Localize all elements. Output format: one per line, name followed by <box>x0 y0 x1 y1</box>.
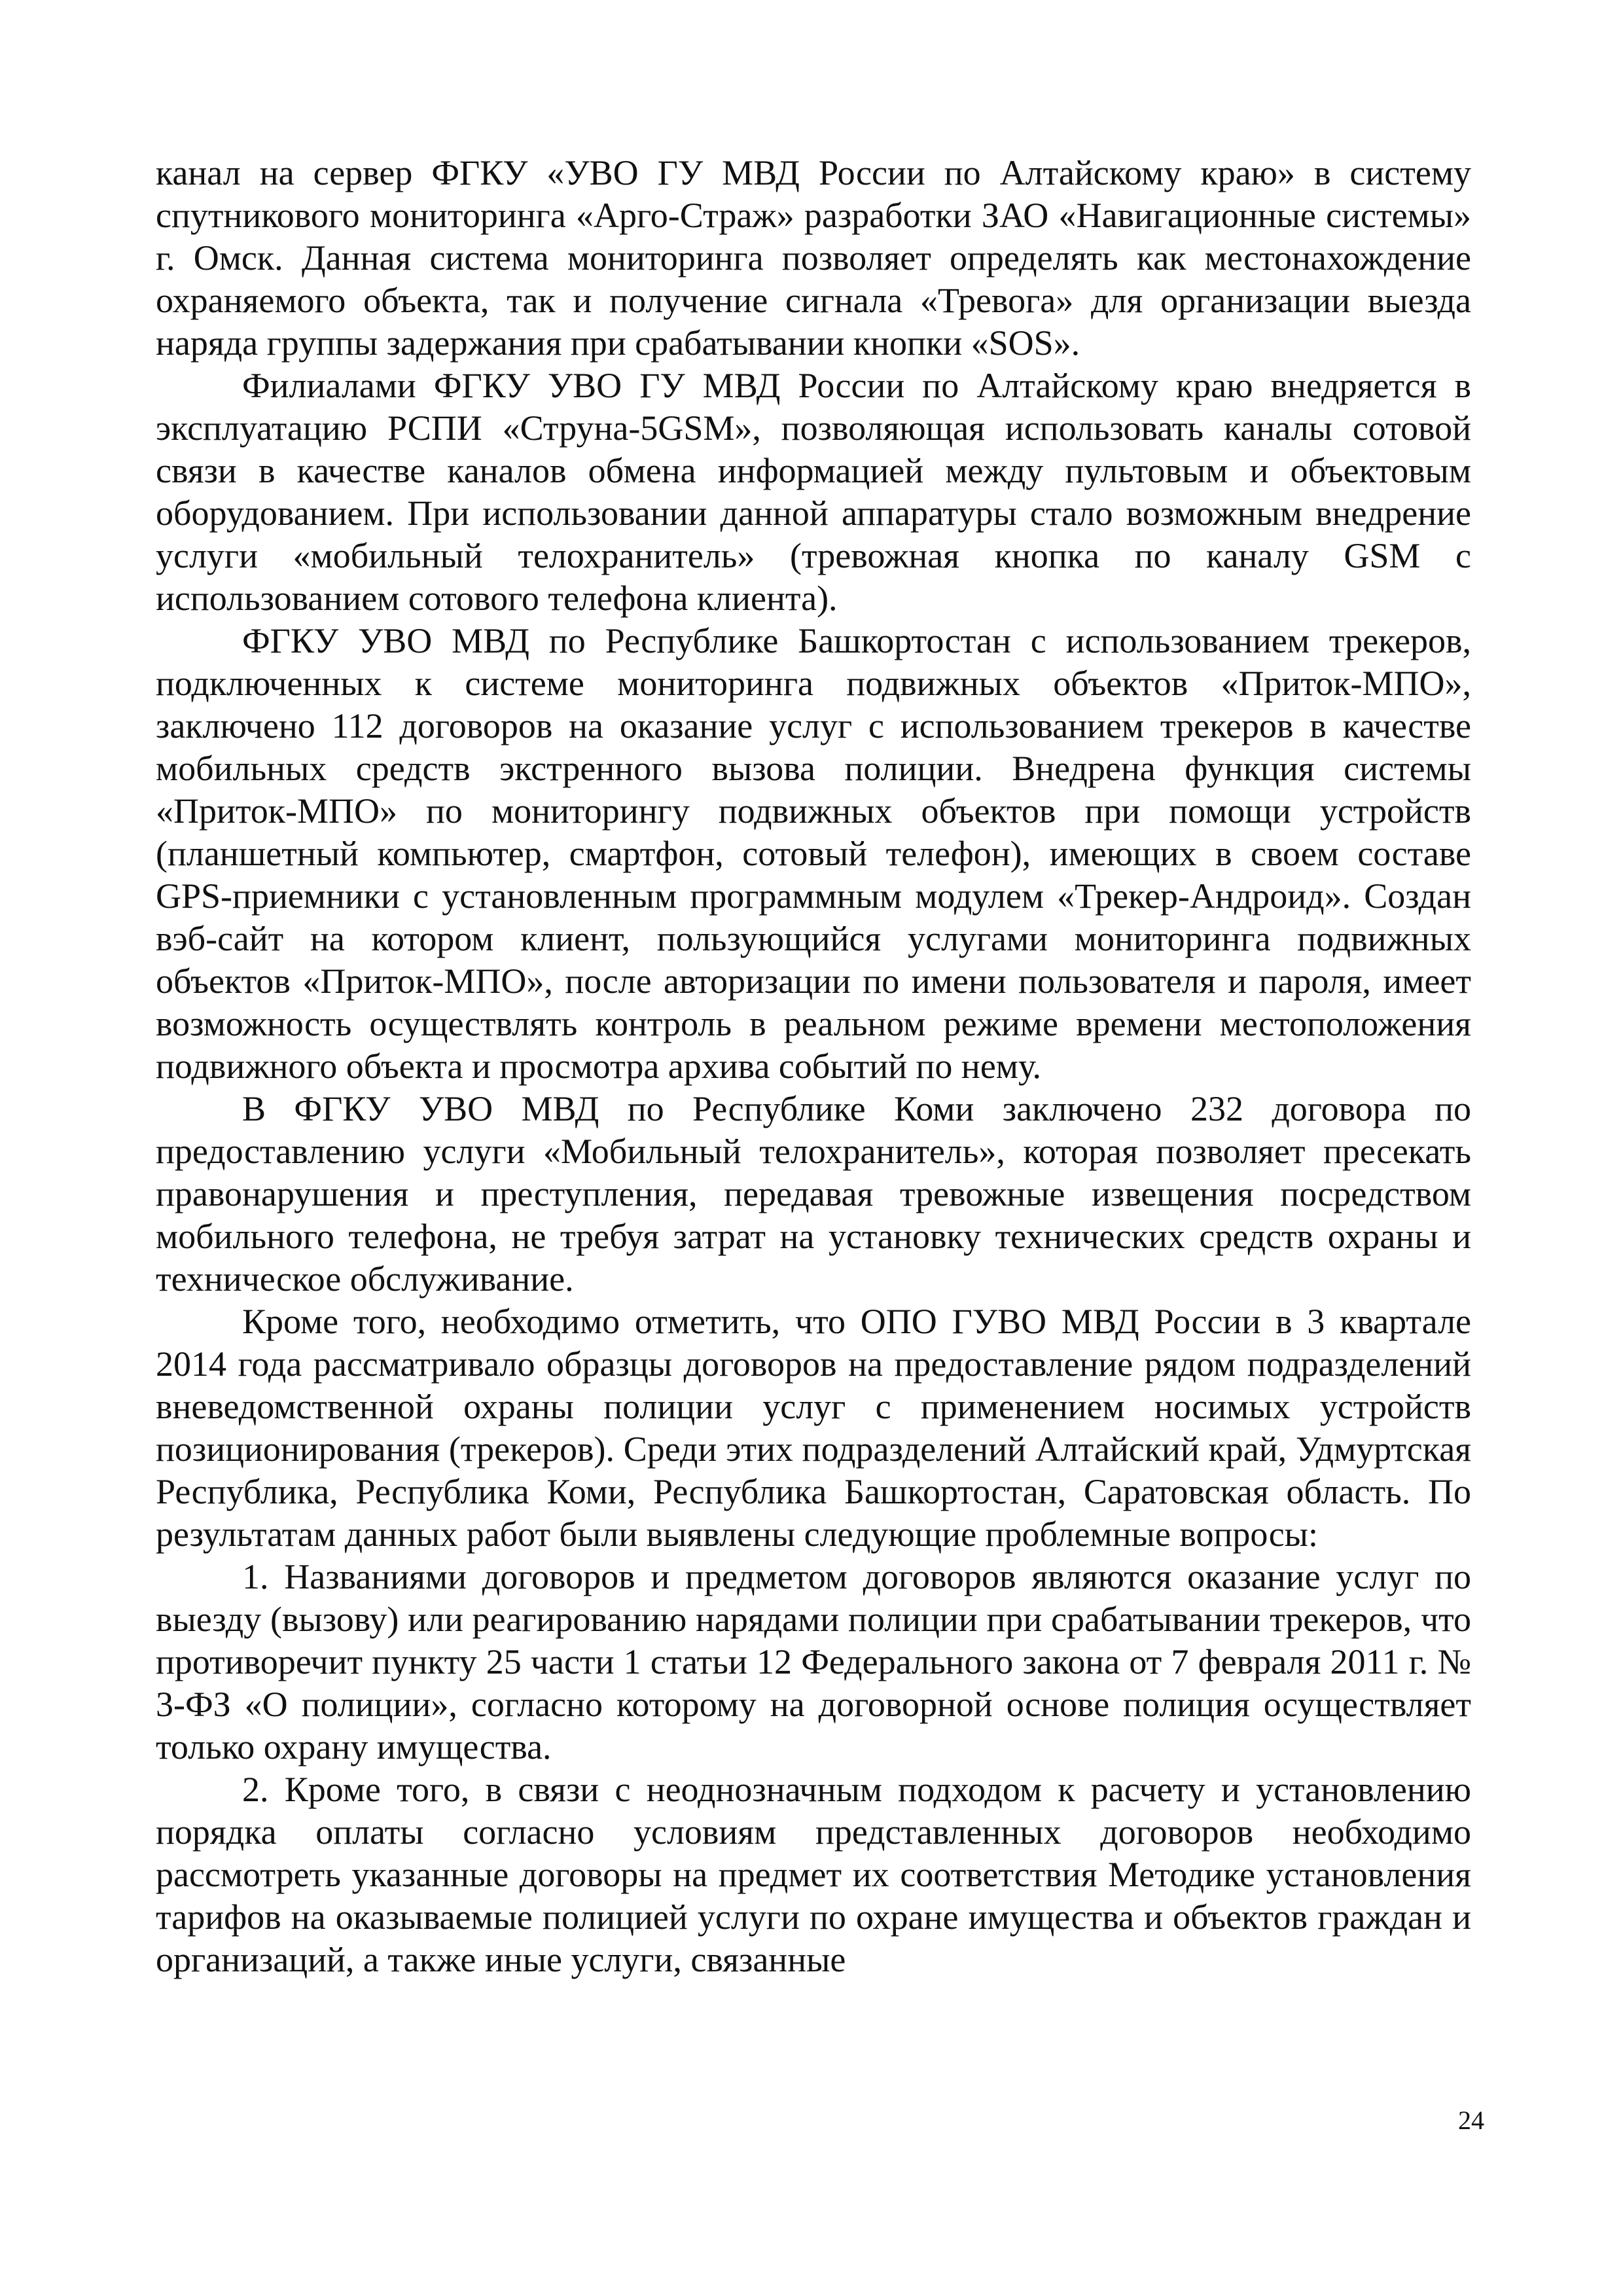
page-number: 24 <box>1458 2106 1484 2135</box>
paragraph-continued: канал на сервер ФГКУ «УВО ГУ МВД России по Алтайскому краю» в систему спутникового мониторинга «Арго-Страж» разработки ЗАО «Навигационные системы» г. Омск. Данная система мониторинга позволяет определять как местонахождение охраняемого объекта, так и получение сигнала «Тревога» для организации выезда наряда группы задержания при срабатывании кнопки «SOS». <box>156 153 1471 363</box>
paragraph: Филиалами ФГКУ УВО ГУ МВД России по Алтайскому краю внедряется в эксплуатацию РСПИ «Струна-5GSM», позволяющая использовать каналы сотовой связи в качестве каналов обмена информацией между пультовым и объектовым оборудованием. При использовании данной аппаратуры стало возможным внедрение услуги «мобильный телохранитель» (тревожная кнопка по каналу GSM с использованием сотового телефона клиента). <box>156 366 1471 618</box>
document-body <box>156 152 1471 1981</box>
numbered-paragraph: 2. Кроме того, в связи с неоднозначным подходом к расчету и установлению порядка оплаты согласно условиям представленных договоров необходимо рассмотреть указанные договоры на предмет их соответствия Методике установления тарифов на оказываемые полицией услуги по охране имущества и объектов граждан и организаций, а также иные услуги, связанные <box>156 1770 1471 1979</box>
numbered-paragraph: 1. Названиями договоров и предметом договоров являются оказание услуг по выезду (вызову) или реагированию нарядами полиции при срабатывании трекеров, что противоречит пункту 25 части 1 статьи 12 Федерального закона от 7 февраля 2011 г. № 3-ФЗ «О полиции», согласно которому на договорной основе полиция осуществляет только охрану имущества. <box>156 1557 1471 1767</box>
paragraph: Кроме того, необходимо отметить, что ОПО ГУВО МВД России в 3 квартале 2014 года рассматривало образцы договоров на предоставление рядом подразделений вневедомственной охраны полиции услуг с применением носимых устройств позиционирования (трекеров). Среди этих подразделений Алтайский край, Удмуртская Республика, Республика Коми, Республика Башкортостан, Саратовская область. По результатам данных работ были выявлены следующие проблемные вопросы: <box>156 1302 1471 1554</box>
paragraph: В ФГКУ УВО МВД по Республике Коми заключено 232 договора по предоставлению услуги «Мобильный телохранитель», которая позволяет пресекать правонарушения и преступления, передавая тревожные извещения посредством мобильного телефона, не требуя затрат на установку технических средств охраны и техническое обслуживание. <box>156 1089 1471 1299</box>
paragraph: ФГКУ УВО МВД по Республике Башкортостан с использованием трекеров, подключенных к системе мониторинга подвижных объектов «Приток-МПО», заключено 112 договоров на оказание услуг с использованием трекеров в качестве мобильных средств экстренного вызова полиции. Внедрена функция системы «Приток-МПО» по мониторингу подвижных объектов при помощи устройств (планшетный компьютер, смартфон, сотовый телефон), имеющих в своем составе GPS-приемники с установленным программным модулем «Трекер-Андроид». Создан вэб-сайт на котором клиент, пользующийся услугами мониторинга подвижных объектов «Приток-МПО», после авторизации по имени пользователя и пароля, имеет возможность осуществлять контроль в реальном режиме времени местоположения подвижного объекта и просмотра архива событий по нему. <box>156 621 1471 1086</box>
